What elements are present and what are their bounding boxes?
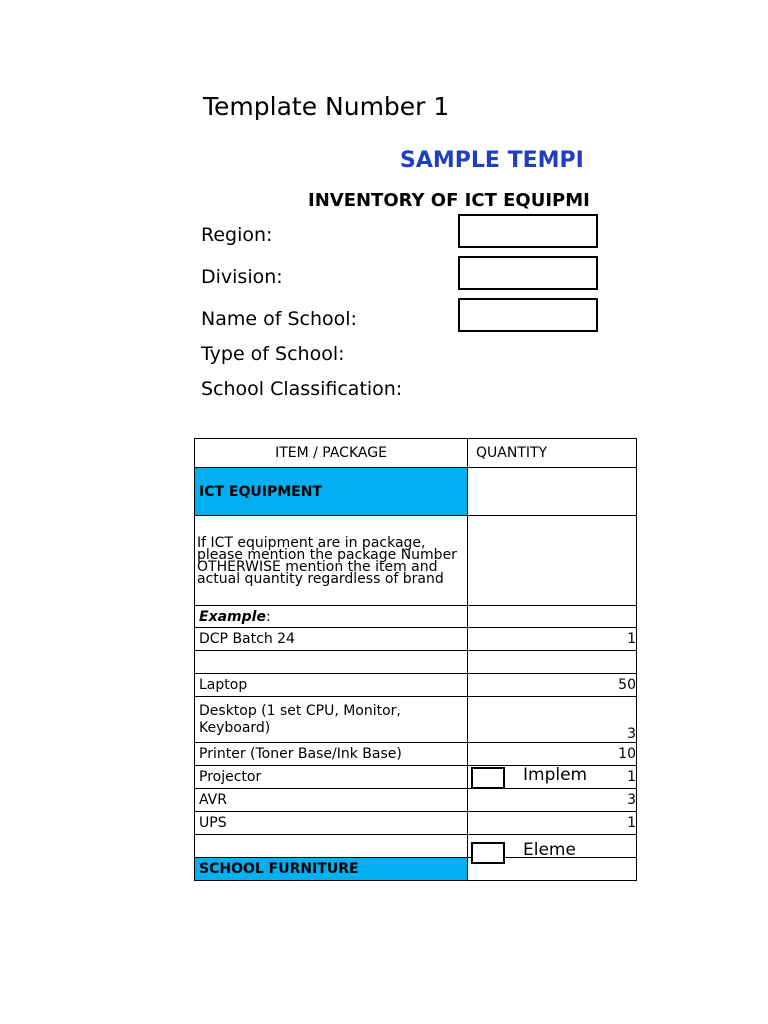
elementary-checkbox-label: Eleme [523,840,576,860]
quantity-cell[interactable]: 1 [468,766,637,789]
item-cell[interactable]: Projector [195,766,468,789]
table-row [195,812,637,835]
table-row [195,697,637,743]
item-cell[interactable]: UPS [195,812,468,835]
item-cell[interactable] [195,651,468,674]
table-header-row [195,439,637,468]
implementation-checkbox-label: Implem [523,765,588,785]
item-cell[interactable]: Desktop (1 set CPU, Monitor, Keyboard) [195,697,468,743]
school-type-label: Type of School: [201,343,345,365]
inventory-table [194,438,637,881]
category-row-ict [195,468,637,516]
quantity-cell[interactable]: 10 [468,743,637,766]
sample-title: SAMPLE TEMPI [400,148,584,173]
table-row [195,628,637,651]
school-name-field[interactable] [458,298,598,332]
school-furniture-category: SCHOOL FURNITURE [195,858,468,881]
implementation-checkbox[interactable] [471,767,505,789]
school-name-label: Name of School: [201,308,357,330]
table-row [195,789,637,812]
quantity-cell[interactable] [468,651,637,674]
quantity-cell[interactable]: 3 [468,789,637,812]
elementary-checkbox[interactable] [471,842,505,864]
example-colon: : [265,608,271,625]
category-row-furniture [195,858,637,881]
example-label: Example [199,608,266,625]
region-field[interactable] [458,214,598,248]
quantity-cell[interactable]: 3 [468,697,637,743]
quantity-cell[interactable]: 1 [468,812,637,835]
header-item-package: ITEM / PACKAGE [195,439,468,468]
region-label: Region: [201,224,273,246]
table-row [195,674,637,697]
instruction-note: If ICT equipment are in package, please mention the package Number OTHERWISE mention the item and actual quantity regardless of brand [195,516,468,606]
table-row [195,651,637,674]
item-cell[interactable] [195,835,468,858]
table-cell[interactable] [468,606,637,628]
ict-equipment-category: ICT EQUIPMENT [195,468,468,516]
example-row [195,606,637,628]
table-cell[interactable] [468,516,637,606]
note-row [195,516,637,606]
division-field[interactable] [458,256,598,290]
item-cell[interactable]: DCP Batch 24 [195,628,468,651]
quantity-cell[interactable]: 50 [468,674,637,697]
table-row [195,743,637,766]
example-label-cell [195,606,468,628]
quantity-cell[interactable]: 1 [468,628,637,651]
item-cell[interactable]: AVR [195,789,468,812]
template-number: Template Number 1 [203,92,450,121]
inventory-title: INVENTORY OF ICT EQUIPMI [308,190,590,211]
school-classification-label: School Classification: [201,378,403,400]
item-cell[interactable]: Printer (Toner Base/Ink Base) [195,743,468,766]
division-label: Division: [201,266,283,288]
table-cell[interactable] [468,468,637,516]
header-quantity: QUANTITY [468,439,637,468]
item-cell[interactable]: Laptop [195,674,468,697]
